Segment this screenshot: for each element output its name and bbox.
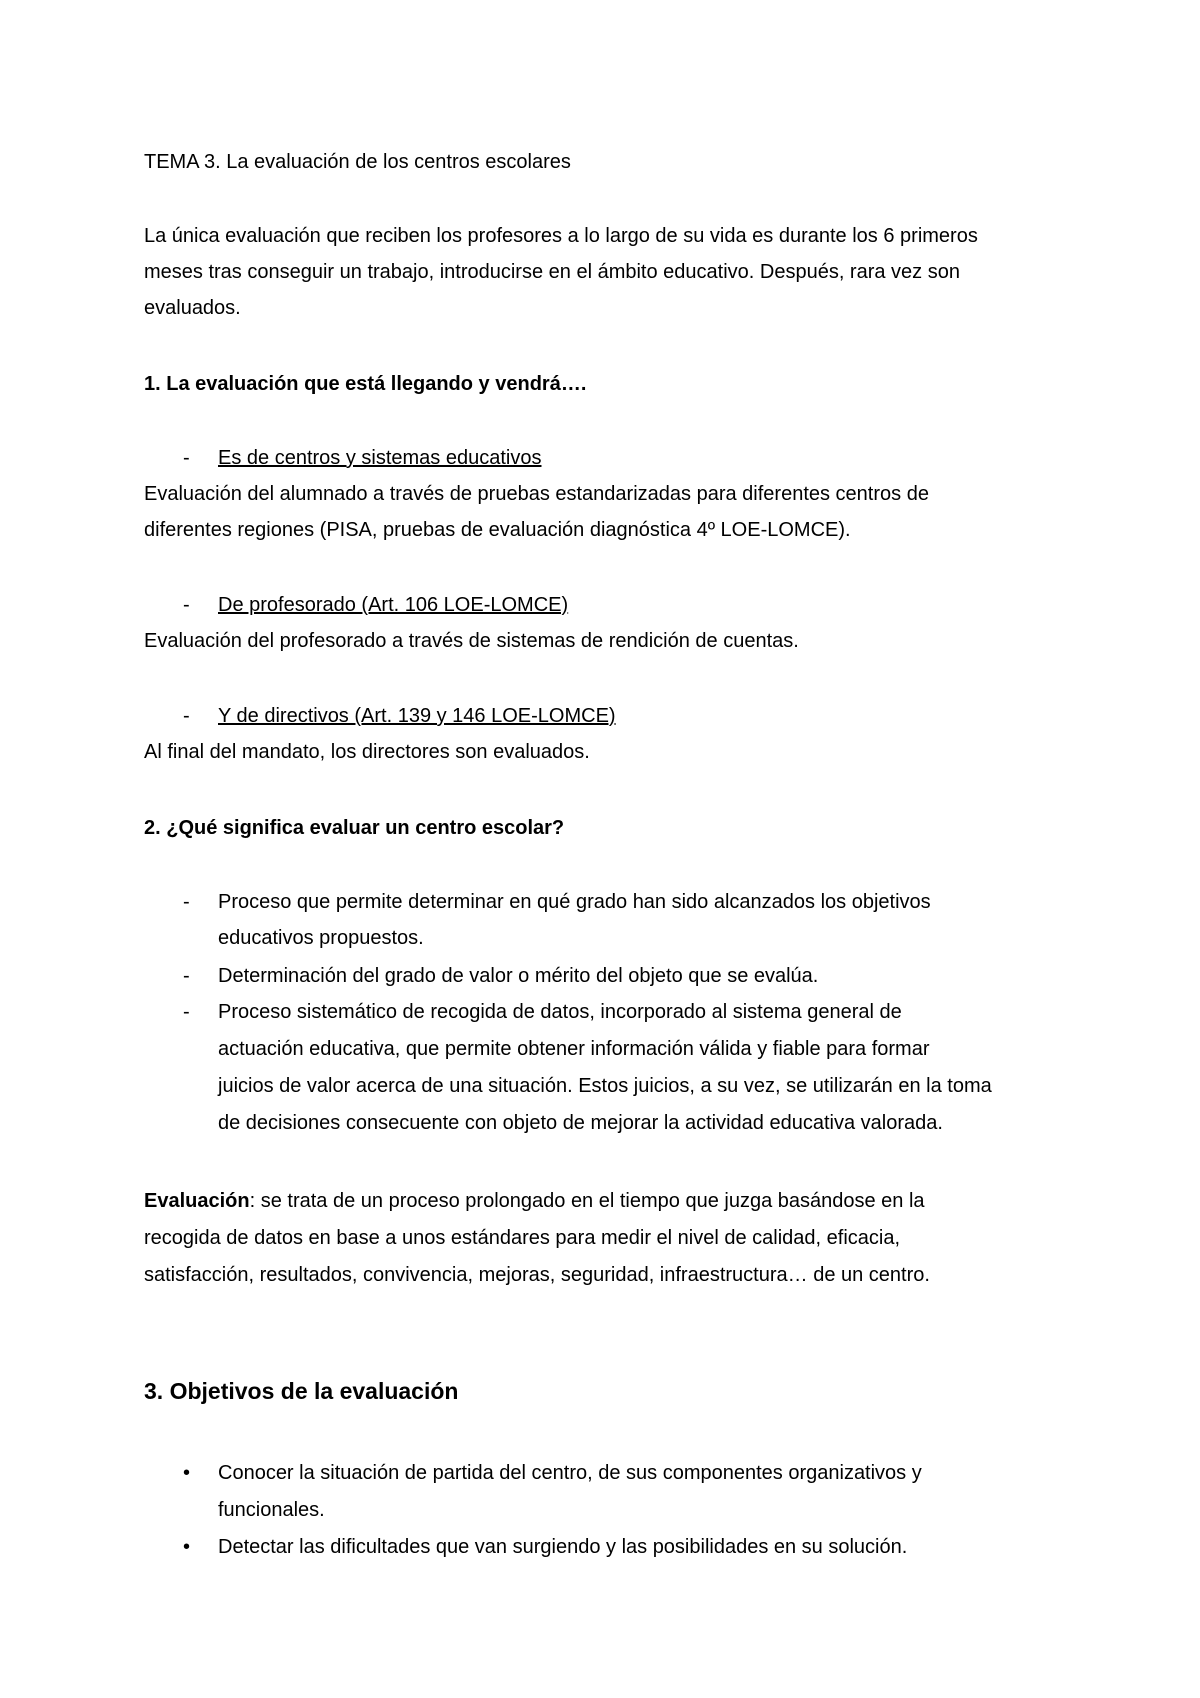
subsection-label: De profesorado (Art. 106 LOE-LOMCE) (218, 594, 569, 616)
dash-marker: - (183, 447, 190, 469)
intro-line: evaluados. (144, 297, 241, 319)
list-item-line: Proceso que permite determinar en qué grado han sido alcanzados los objetivos (218, 891, 931, 913)
list-item-line: Proceso sistemático de recogida de datos, incorporado al sistema general de (218, 1001, 902, 1023)
definition-line: satisfacción, resultados, convivencia, mejoras, seguridad, infraestructura… de un centro. (144, 1264, 930, 1286)
list-item-line: educativos propuestos. (218, 927, 424, 949)
list-item-line: juicios de valor acerca de una situación. Estos juicios, a su vez, se utilizarán en la toma (218, 1075, 992, 1097)
dash-marker: - (183, 594, 190, 616)
section-heading: 2. ¿Qué significa evaluar un centro escolar? (144, 817, 565, 839)
section-heading: 3. Objetivos de la evaluación (144, 1378, 459, 1404)
subsection-label: Es de centros y sistemas educativos (218, 447, 542, 469)
list-item-line: de decisiones consecuente con objeto de mejorar la actividad educativa valorada. (218, 1112, 943, 1134)
dash-marker: - (183, 965, 190, 987)
paragraph-line: Evaluación del profesorado a través de sistemas de rendición de cuentas. (144, 630, 799, 652)
bullet-marker: • (183, 1462, 191, 1484)
dash-marker: - (183, 891, 190, 913)
intro-line: La única evaluación que reciben los profesores a lo largo de su vida es durante los 6 primeros (144, 225, 978, 247)
paragraph-line: diferentes regiones (PISA, pruebas de evaluación diagnóstica 4º LOE-LOMCE). (144, 519, 851, 541)
definition-line: recogida de datos en base a unos estándares para medir el nivel de calidad, eficacia, (144, 1227, 901, 1249)
subsection-label: Y de directivos (Art. 139 y 146 LOE-LOMCE) (218, 705, 616, 727)
dash-marker: - (183, 1001, 190, 1023)
list-item-line: Detectar las dificultades que van surgiendo y las posibilidades en su solución. (218, 1536, 908, 1558)
paragraph-line: Evaluación del alumnado a través de pruebas estandarizadas para diferentes centros de (144, 483, 929, 505)
paragraph-line: Al final del mandato, los directores son evaluados. (144, 741, 590, 763)
definition-text: : se trata de un proceso prolongado en el tiempo que juzga basándose en la (249, 1190, 925, 1212)
list-item-line: Determinación del grado de valor o mérito del objeto que se evalúa. (218, 965, 819, 987)
list-item-line: Conocer la situación de partida del centro, de sus componentes organizativos y (218, 1462, 922, 1484)
list-item-line: funcionales. (218, 1499, 325, 1521)
definition-term: Evaluación (144, 1190, 250, 1212)
list-item-line: actuación educativa, que permite obtener información válida y fiable para formar (218, 1038, 930, 1060)
bullet-marker: • (183, 1536, 191, 1558)
intro-line: meses tras conseguir un trabajo, introducirse en el ámbito educativo. Después, rara vez son (144, 261, 960, 283)
section-heading: 1. La evaluación que está llegando y vendrá…. (144, 373, 587, 395)
document-title: TEMA 3. La evaluación de los centros escolares (144, 151, 571, 173)
dash-marker: - (183, 705, 190, 727)
definition-line (144, 1187, 925, 1215)
